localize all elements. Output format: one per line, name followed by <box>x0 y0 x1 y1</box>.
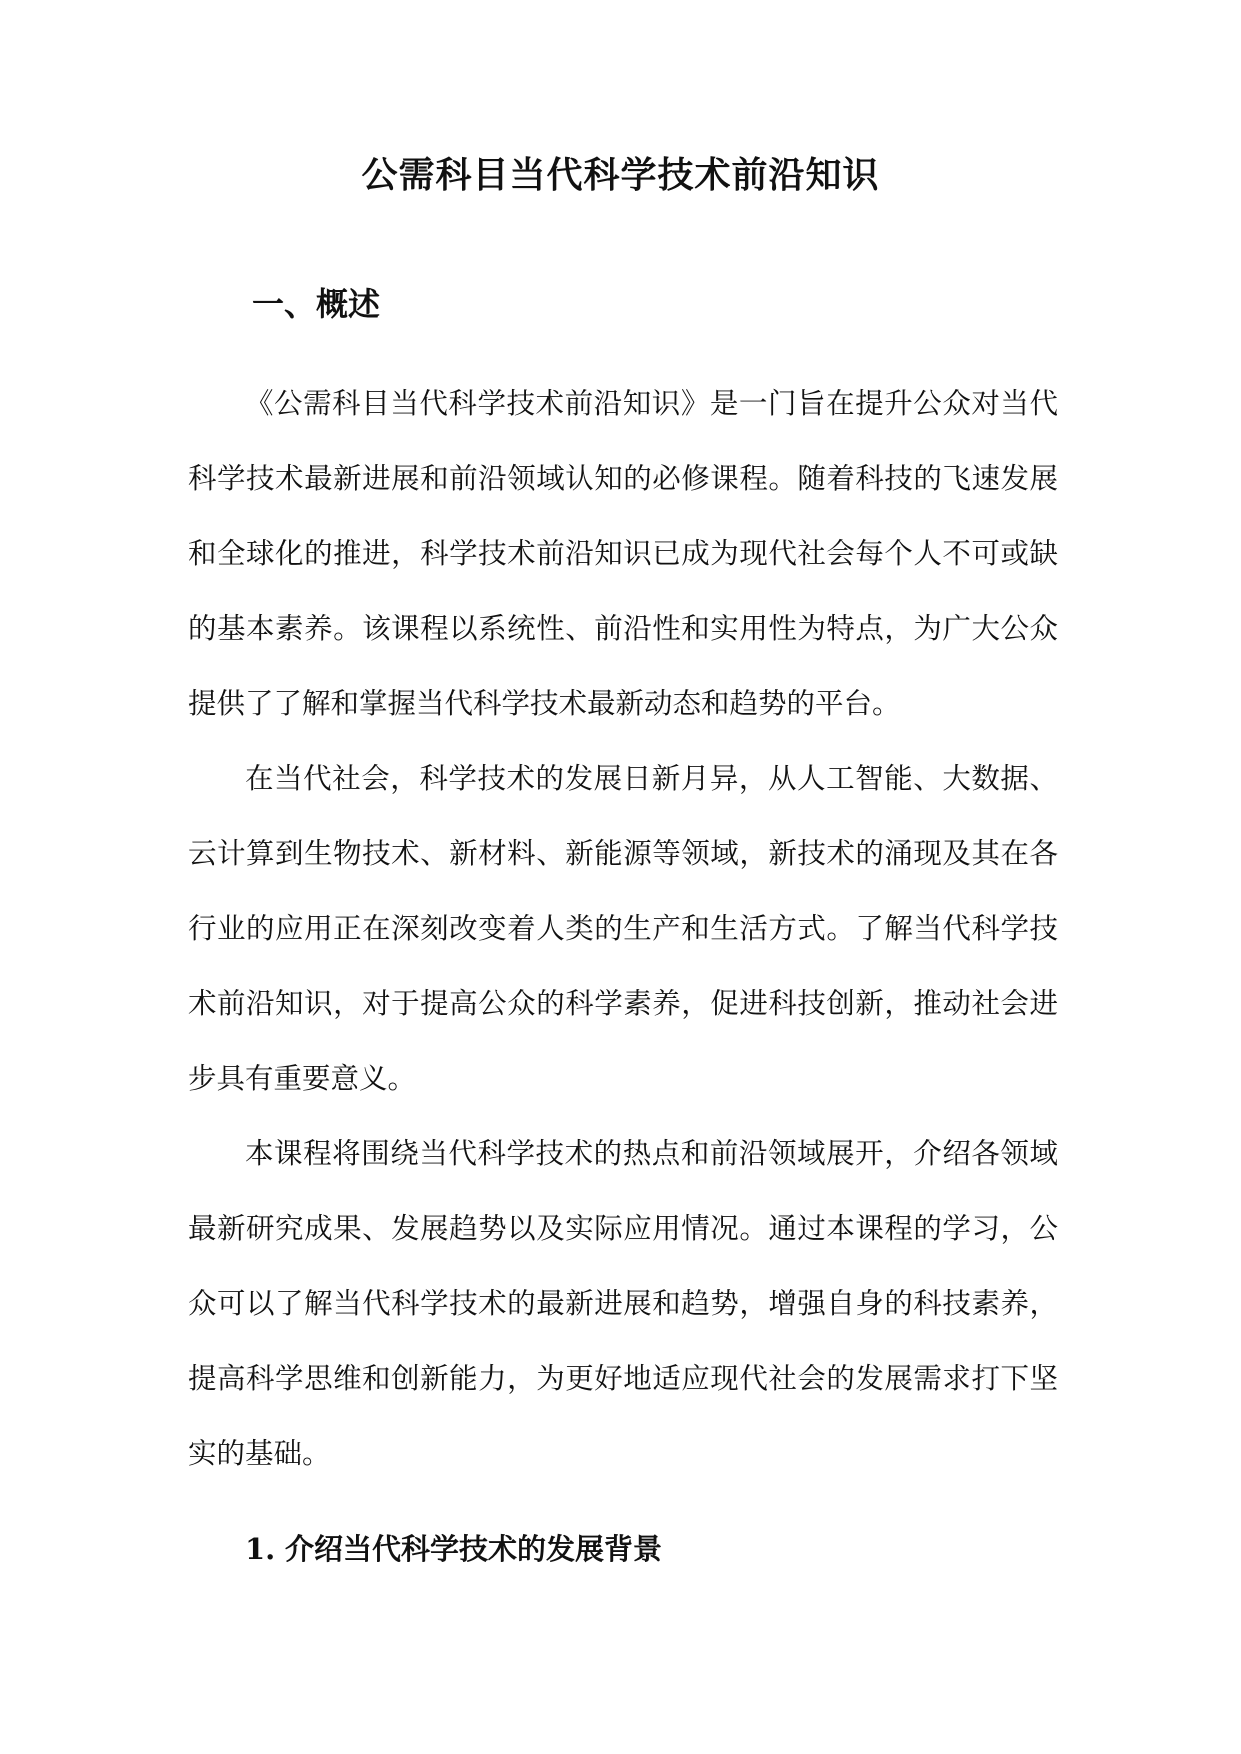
document-title: 公需科目当代科学技术前沿知识 <box>361 154 880 196</box>
subsection-number: 1. <box>245 1532 276 1566</box>
section-heading: 一、概述 <box>252 285 381 323</box>
paragraph-2: 在当代社会，科学技术的发展日新月异，从人工智能、大数据、云计算到生物技术、新材料、新能源等领域，新技术的涌现及其在各行业的应用正在深刻改变着人类的生产和生活方式。了解当代科学技术前沿知识，对于提高公众的科学素养，促进科技创新，推动社会进步具有重要意义。 <box>188 762 1058 1095</box>
section-body <box>188 366 1058 1491</box>
subsection-title: 介绍当代科学技术的发展背景 <box>285 1532 663 1566</box>
paragraph-1: 《公需科目当代科学技术前沿知识》是一门旨在提升公众对当代科学技术最新进展和前沿领域认知的必修课程。随着科技的飞速发展和全球化的推进，科学技术前沿知识已成为现代社会每个人不可或缺的基本素养。该课程以系统性、前沿性和实用性为特点，为广大公众提供了了解和掌握当代科学技术最新动态和趋势的平台。 <box>188 387 1058 720</box>
paragraph-3: 本课程将围绕当代科学技术的热点和前沿领域展开，介绍各领域最新研究成果、发展趋势以及实际应用情况。通过本课程的学习，公众可以了解当代科学技术的最新进展和趋势，增强自身的科技素养，提高科学思维和创新能力，为更好地适应现代社会的发展需求打下坚实的基础。 <box>188 1137 1058 1470</box>
subsection-heading <box>245 1527 662 1571</box>
